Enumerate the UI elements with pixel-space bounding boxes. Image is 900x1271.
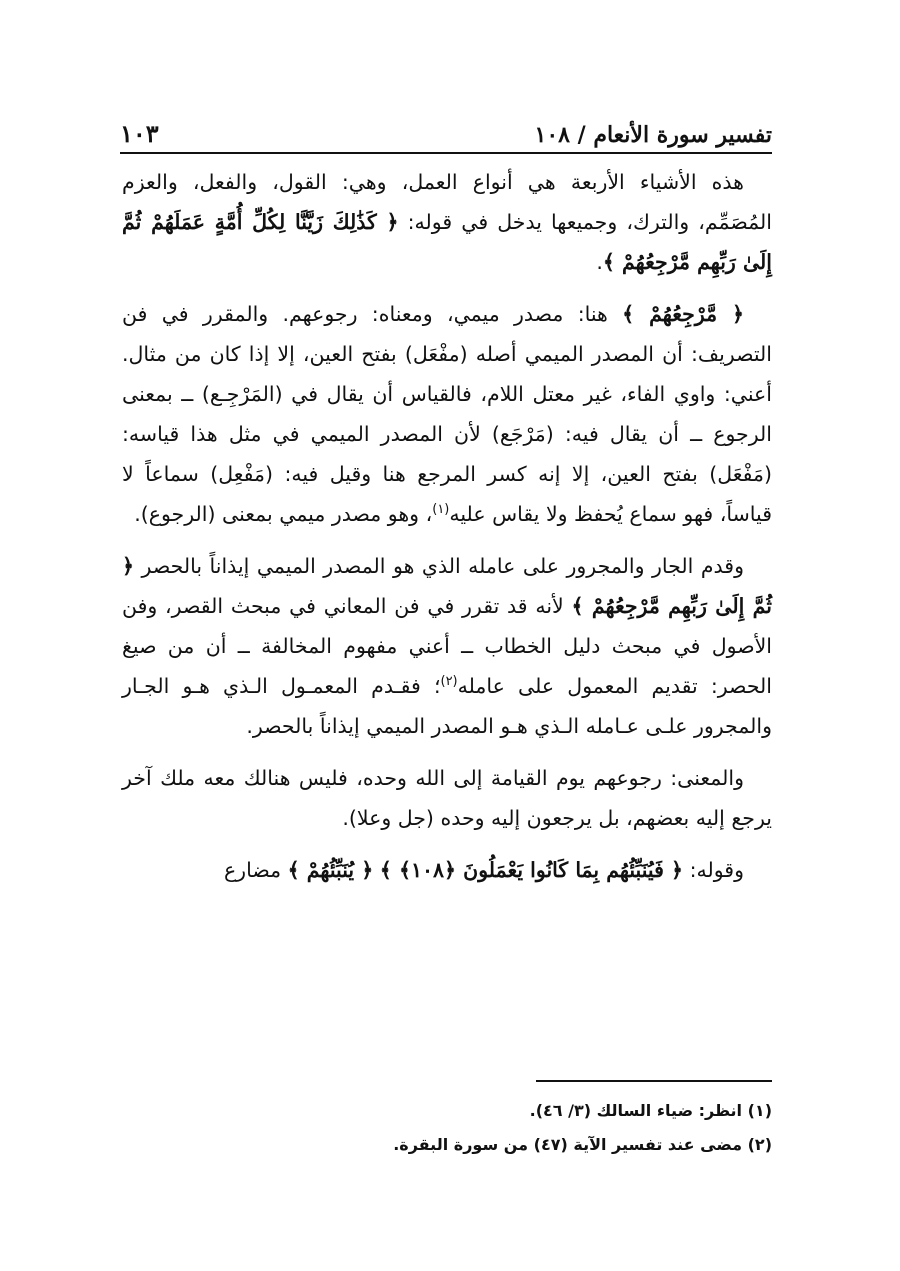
footnote-reference: (١) bbox=[432, 502, 450, 518]
text-segment: ؛ فقـدم المعمـول الـذي هـو الجـار والمجرور علـى عـامله الـذي هـو المصدر الميمي إيذاناً بالحصر. bbox=[122, 674, 772, 738]
text-segment: . bbox=[596, 250, 603, 274]
quran-verse: ﴿ يُنَبِّئُهُمْ ﴾ bbox=[287, 858, 374, 882]
footnote-divider bbox=[536, 1080, 772, 1082]
quran-verse: ﴿ مَّرْجِعُهُمْ ﴾ bbox=[622, 302, 744, 326]
footnote-reference: (٢) bbox=[440, 674, 458, 690]
paragraph bbox=[122, 294, 772, 534]
page-number: ١٠٣ bbox=[120, 119, 159, 148]
footnote-item: (١) انظر: ضياء السالك (٣/ ٤٦). bbox=[529, 1101, 772, 1120]
text-segment: هذه الأشياء الأربعة هي أنواع العمل، وهي: القول، والفعل، والعزم المُصَمِّم، والترك، وجميعها يدخل في قوله: bbox=[122, 170, 772, 234]
quran-verse: ﴿ ثُمَّ إِلَىٰ رَبِّهِم مَّرْجِعُهُمْ ﴾ bbox=[122, 554, 772, 618]
footnotes bbox=[122, 1094, 772, 1162]
running-title: تفسير سورة الأنعام / ١٠٨ bbox=[534, 122, 772, 148]
paragraph bbox=[122, 758, 772, 838]
page-header bbox=[120, 104, 772, 154]
main-text bbox=[122, 162, 772, 902]
text-segment: هنا: مصدر ميمي، ومعناه: رجوعهم. والمقرر في فن التصريف: أن المصدر الميمي أصله (مفْعَل) بفتح العين، إلا إذا كان من مثال. أعني: واوي الفاء، غير معتل اللام، فالقياس أن يقال في (المَرْجِـع) ــ بمعنى الرجوع ــ أن يقال فيه: (مَرْجَع) لأن المصدر الميمي في مثل هذا قياسه: (مَفْعَل) بفتح العين، إلا إنه كسر المرجع هنا وقيل فيه: (مَفْعِل) سماعاً لا قياساً، فهو سماع يُحفظ ولا يقاس عليه bbox=[122, 302, 772, 526]
text-segment: وقوله: bbox=[683, 858, 744, 882]
footnote-item: (٢) مضى عند تفسير الآية (٤٧) من سورة البقرة. bbox=[393, 1135, 772, 1154]
text-segment: وقدم الجار والمجرور على عامله الذي هو المصدر الميمي إيذاناً بالحصر bbox=[134, 554, 744, 578]
quran-verse: ﴿ فَيُنَبِّئُهُم بِمَا كَانُوا يَعْمَلُونَ ﴿١٠٨﴾ ﴾ bbox=[379, 858, 684, 882]
quran-verse: ﴿ كَذَٰلِكَ زَيَّنَّا لِكُلِّ أُمَّةٍ عَمَلَهُمْ ثُمَّ إِلَىٰ رَبِّهِم مَّرْجِعُهُمْ ﴾ bbox=[122, 210, 772, 274]
text-segment: لأنه قد تقرر في فن المعاني في مبحث القصر، وفن الأصول في مبحث دليل الخطاب ــ أعني مفهوم المخالفة ــ أن من صيغ الحصر: تقديم المعمول على عامله bbox=[122, 594, 772, 698]
text-segment: ، وهو مصدر ميمي بمعنى (الرجوع). bbox=[134, 502, 433, 526]
text-segment: مضارع bbox=[223, 858, 288, 882]
paragraph bbox=[122, 850, 772, 890]
paragraph bbox=[122, 546, 772, 746]
paragraph bbox=[122, 162, 772, 282]
text-segment: والمعنى: رجوعهم يوم القيامة إلى الله وحده، فليس هنالك معه ملك آخر يرجع إليه بعضهم، بل يرجعون إليه وحده (جل وعلا). bbox=[122, 766, 772, 830]
